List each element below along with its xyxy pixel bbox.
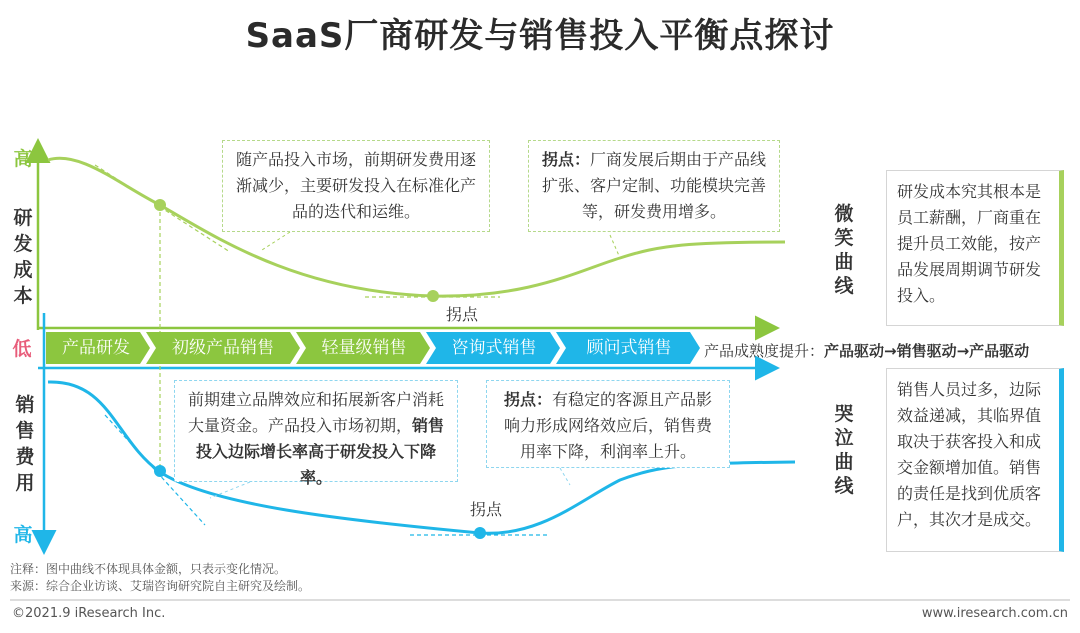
smile-curve-label: 微笑曲线 xyxy=(834,203,854,297)
sales-axis-label: 销售费用 xyxy=(15,394,35,494)
page-title: SaaS厂商研发与销售投入平衡点探讨 xyxy=(245,16,835,56)
stage-label-1: 产品研发 xyxy=(62,338,130,358)
low-label: 低 xyxy=(12,338,32,360)
stage-label-3: 轻量级销售 xyxy=(321,338,407,358)
footer-url[interactable]: www.iresearch.com.cn xyxy=(921,606,1068,621)
rd-high-label: 高 xyxy=(13,148,33,170)
rd-note-1: 随产品投入市场，前期研发费用逐渐减少，主要研发投入在标准化产品的迭代和运维。 xyxy=(222,140,490,232)
rd-inflection-label: 拐点 xyxy=(446,305,479,324)
rd-note-2-text: 厂商发展后期由于产品线扩张、客户定制、功能模块完善等，研发费用增多。 xyxy=(541,150,767,221)
maturity-caption xyxy=(704,340,1029,361)
cry-inflection-point xyxy=(474,527,486,539)
sales-note-2-text: 有稳定的客源且产品影响力形成网络效应后，销售费用率下降，利润率上升。 xyxy=(503,390,713,461)
rd-side-box: 研发成本究其根本是员工薪酬，厂商重在提升员工效能，按产品发展周期调节研发投入。 xyxy=(886,170,1064,326)
rd-axis-label: 研发成本 xyxy=(13,207,33,307)
sales-note-1-bold: 销售投入边际增长率高于研发投入下降率。 xyxy=(195,416,445,487)
rd-note-2 xyxy=(528,140,780,232)
cry-point-1 xyxy=(154,465,166,477)
footnote-source: 来源：综合企业访谈、艾瑞咨询研究院自主研究及绘制。 xyxy=(10,579,311,593)
sales-note-2-bold: 拐点： xyxy=(503,390,552,409)
sales-note-1 xyxy=(174,380,458,487)
smile-point-1 xyxy=(154,199,166,211)
maturity-caption-bold: 产品驱动→销售驱动→产品驱动 xyxy=(824,342,1030,360)
stage-label-4: 咨询式销售 xyxy=(451,338,537,358)
cry-curve-label: 哭泣曲线 xyxy=(834,403,854,497)
sales-note-1-text: 前期建立品牌效应和拓展新客户消耗大量资金。产品投入市场初期， xyxy=(187,390,444,435)
stage-label-2: 初级产品销售 xyxy=(172,338,274,358)
smile-inflection-point xyxy=(427,290,439,302)
sales-note-2 xyxy=(486,380,730,468)
sales-high-label: 高 xyxy=(13,524,33,546)
sales-side-box: 销售人员过多，边际效益递减，其临界值取决于获客投入和成交金额增加值。销售的责任是找到优质客户，其次才是成交。 xyxy=(886,368,1064,552)
rd-note-2-bold: 拐点： xyxy=(541,150,590,169)
stage-label-5: 顾问式销售 xyxy=(586,338,672,358)
maturity-caption-prefix: 产品成熟度提升： xyxy=(704,342,825,360)
footnote-note: 注释：图中曲线不体现具体金额，只表示变化情况。 xyxy=(10,562,287,576)
footer-copyright: ©2021.9 iResearch Inc. xyxy=(12,606,166,621)
sales-inflection-label: 拐点 xyxy=(470,500,503,519)
